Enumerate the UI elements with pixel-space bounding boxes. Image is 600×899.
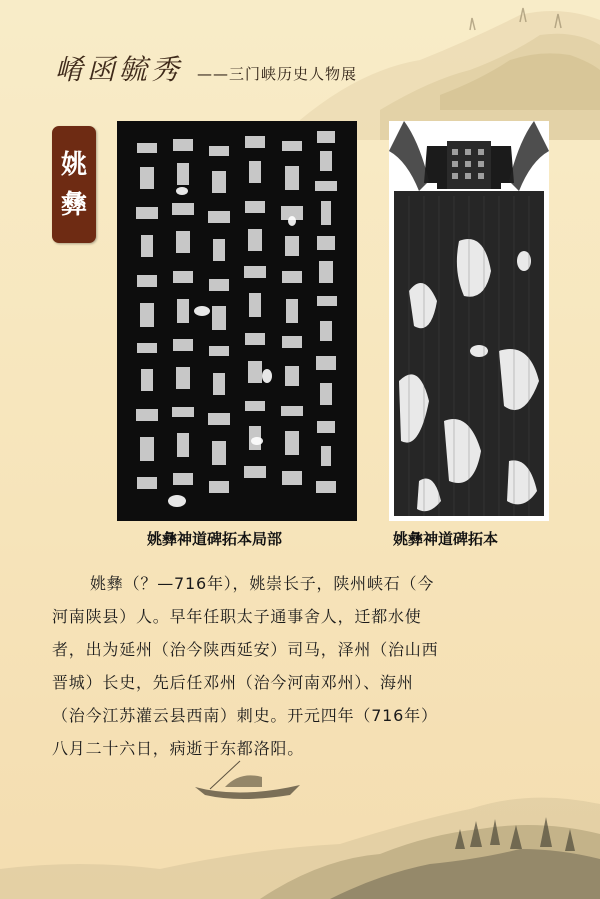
biography-line: 八月二十六日，病逝于东都洛阳。 bbox=[52, 739, 305, 758]
person-name-tag bbox=[52, 126, 96, 243]
person-name-char-1: 姚 bbox=[60, 149, 87, 180]
exhibition-header bbox=[55, 48, 357, 88]
biography-line: 河南陕县）人。早年任职太子通事舍人，迁都水使 bbox=[52, 607, 422, 626]
stele-rubbing-detail-image bbox=[117, 121, 357, 521]
boat-icon bbox=[195, 761, 300, 799]
stele-rubbing-full-image bbox=[389, 121, 549, 521]
biography-line: 晋城）长史，先后任邓州（治今河南邓州）、海州 bbox=[52, 673, 414, 692]
biography-line: （治今江苏灌云县西南）刺史。开元四年（716年） bbox=[52, 706, 438, 725]
exhibition-subtitle: ——三门峡历史人物展 bbox=[197, 65, 358, 83]
exhibition-title: 崤函毓秀 bbox=[55, 53, 184, 86]
ink-landscape-decoration bbox=[0, 749, 600, 899]
biography-text bbox=[52, 567, 552, 765]
full-image-caption: 姚彝神道碑拓本 bbox=[393, 530, 499, 548]
biography-line: 姚彝（？—716年），姚崇长子，陕州峡石（今 bbox=[90, 574, 435, 593]
biography-line: 者，出为延州（治今陕西延安）司马，泽州（治山西 bbox=[52, 640, 439, 659]
detail-image-caption: 姚彝神道碑拓本局部 bbox=[147, 530, 283, 548]
person-name-char-2: 彝 bbox=[60, 189, 87, 220]
